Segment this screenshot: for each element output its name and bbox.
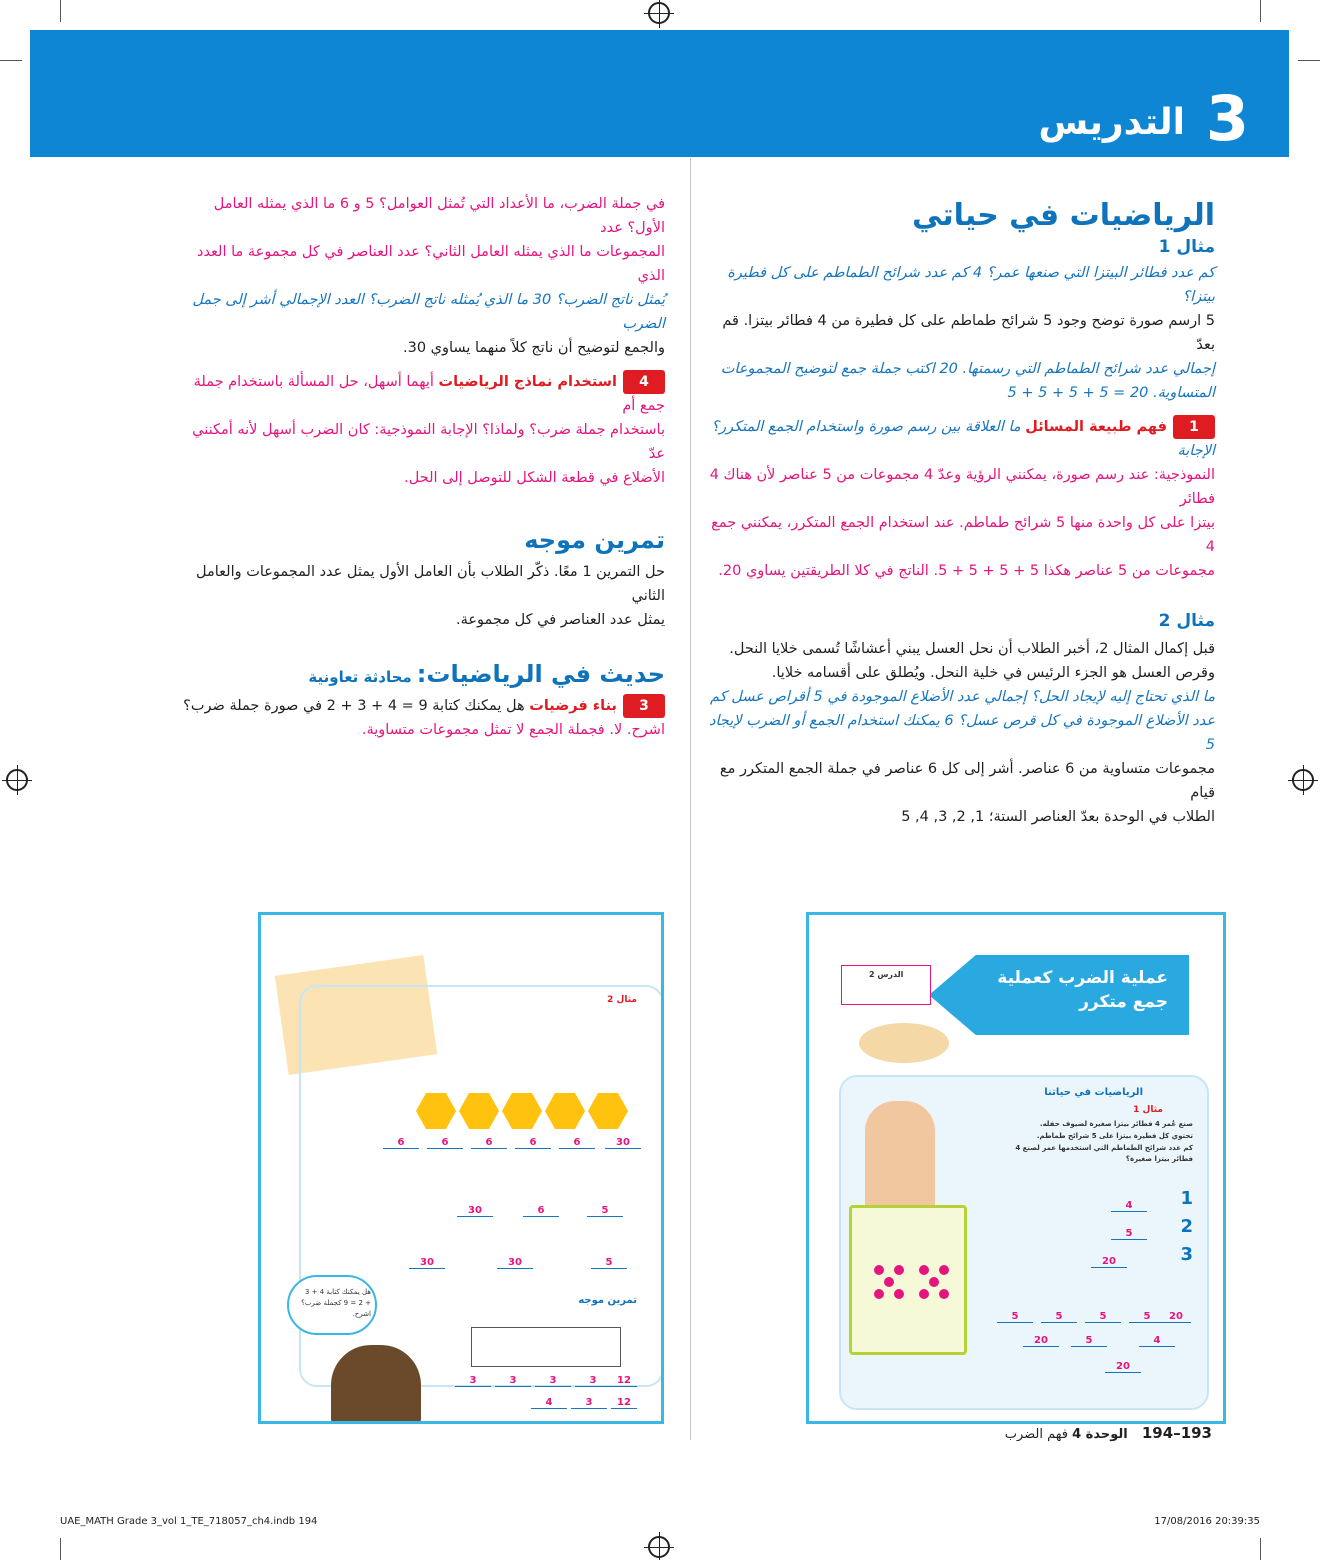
thumb-question: صنع عُمر 4 فطائر بيتزا صغيرة لضيوف حفله. [1039,1120,1193,1128]
row1-blank: 12 [611,1375,637,1387]
math-talk-heading: حديث في الرياضيات: [416,660,665,688]
example-2-line: الطلاب في الوحدة بعدّ العناصر الستة؛ 1, 2, 3, 4, 5 [901,809,1215,825]
tomato-dot [919,1289,929,1299]
tomato-dot [919,1265,929,1275]
answer-blank: 4 [1111,1200,1147,1212]
lesson-banner [30,30,1289,157]
hex-blank: 6 [515,1137,551,1149]
factor-blank: 5 [587,1205,623,1217]
row2-blank: 3 [571,1397,607,1409]
step-number: 3 [1180,1244,1193,1265]
row2-blank: 4 [531,1397,567,1409]
right-column [705,198,1215,829]
answer-blank: 5 [1111,1228,1147,1240]
equation-blank: 20 [1161,1311,1191,1323]
thumb-example-title: مثال 1 [1133,1105,1163,1115]
hex-blank: 6 [427,1137,463,1149]
crop-mark [60,1538,61,1560]
guided-line: حل التمرين 1 معًا. ذكّر الطلاب بأن العامل الأول يمثل عدد المجموعات والعامل الثاني [195,564,665,604]
example-1-question: كم عدد فطائر البيتزا التي صنعها عمر؟ 4 كم عدد شرائح الطماطم على كل فطيرة بيتزا؟ [727,265,1215,305]
practice-question: أيهما أسهل، حل المسألة باستخدام جملة جمع أم [193,374,665,414]
example-1-title: مثال 1 [1158,237,1215,257]
example-1-line: إجمالي عدد شرائح الطماطم التي رسمتها. 20 اكتب جملة جمع لتوضيح المجموعات [720,361,1215,377]
student-page-thumbnail-left [258,912,664,1424]
practice-answer: باستخدام جملة ضرب؟ ولماذا؟ الإجابة النموذجية: كان الضرب أسهل لأنه أمكنني عدّ [192,422,665,462]
example-2-line: مجموعات متساوية من 6 عناصر. أشر إلى كل 6 عناصر في جملة الجمع المتكرر مع قيام [719,761,1215,801]
thumb-question: كم عدد شرائح الطماطم التي استخدمها عمر لصنع 4 فطائر بيتزا صغيرة؟ [1015,1144,1193,1163]
example-1-line: المتساوية. 20 = 5 + 5 + 5 + 5 [1007,385,1215,401]
final-answer-blank: 20 [1105,1361,1141,1373]
row1-blank: 3 [455,1375,491,1387]
practice-answer: الأضلاع في قطعة الشكل للتوصل إلى الحل. [404,470,665,486]
equation-blank: 5 [1085,1311,1121,1323]
teaching-line: يُمثل ناتج الضرب؟ 30 ما الذي يُمثله ناتج الضرب؟ العدد الإجمالي أشر إلى جمل الضرب [192,292,665,332]
hex-blank: 30 [605,1137,641,1149]
row1-blank: 3 [535,1375,571,1387]
practice-question: ما العلاقة بين رسم صورة واستخدام الجمع المتكرر؟ الإجابة [711,419,1215,459]
thumb-title: جمع متكرر [1079,992,1168,1012]
tomato-dot [894,1289,904,1299]
practice-label: استخدام نماذج الرياضيات [438,374,617,390]
equation-blank: 5 [997,1311,1033,1323]
practice-answer: بيتزا على كل واحدة منها 5 شرائح طماطم. عند استخدام الجمع المتكرر، يمكنني جمع 4 [711,515,1215,555]
unit-name: فهم الضرب [1004,1427,1068,1442]
pizza-image [859,1023,949,1063]
step-number: 2 [1180,1216,1193,1237]
print-file-info: UAE_MATH Grade 3_vol 1_TE_718057_ch4.indb 194 [60,1516,318,1527]
hex-blank: 6 [383,1137,419,1149]
registration-mark-icon [648,1536,670,1558]
crop-mark [1298,60,1320,61]
thumb-title: عملية الضرب كعملية [997,968,1168,988]
practice-answer: مجموعات من 5 عناصر هكذا 5 + 5 + 5 + 5. الناتج في كلا الطريقتين يساوي 20. [718,563,1215,579]
banner-number: 3 [1205,82,1249,155]
crop-mark [0,60,22,61]
thumb-question: تحتوي كل فطيرة بيتزا على 5 شرائح طماطم. [1036,1132,1193,1140]
math-talk-subtitle: محادثة تعاونية [308,668,412,686]
result-blank: 30 [409,1257,445,1269]
guided-line: يمثل عدد العناصر في كل مجموعة. [455,612,665,628]
registration-mark-icon [1292,769,1314,791]
badge-3: 3 [623,694,665,718]
hex-blank: 6 [559,1137,595,1149]
bear-image [331,1345,421,1424]
row1-blank: 3 [575,1375,611,1387]
page-range: 193–194 [1141,1424,1212,1442]
practice-answer: النموذجية: عند رسم صورة، يمكنني الرؤية وعدّ 4 مجموعات من 5 عناصر لأن هناك 4 فطائر [709,467,1215,507]
example-2-line: ما الذي تحتاج إليه لإيجاد الحل؟ إجمالي عدد الأضلاع الموجودة في 5 أقراص عسل كم [710,689,1215,705]
print-date: 17/08/2016 20:39:35 [1154,1516,1260,1527]
column-divider [690,158,691,1440]
multiply-blank: 4 [1139,1335,1175,1347]
tomato-dot [939,1265,949,1275]
result-blank: 5 [591,1257,627,1269]
student-page-thumbnail-right [806,912,1226,1424]
registration-mark-icon [648,2,670,24]
speech-bubble-text: هل يمكنك كتابة 4 + 3 + 2 = 9 كجملة ضرب؟ اشرح. [301,1288,371,1318]
teaching-line: المجموعات ما الذي يمثله العامل الثاني؟ عدد العناصر في كل مجموعة ما العدد الذي [196,244,665,284]
lesson-box-label: الدرس 2 [869,970,904,979]
answer-blank: 20 [1091,1256,1127,1268]
unit-label: الوحدة 4 [1072,1427,1128,1442]
row1-blank: 3 [495,1375,531,1387]
tomato-dot [929,1277,939,1287]
thumb-guided-heading: تمرين موجه [578,1295,637,1306]
example-2-title: مثال 2 [1158,611,1215,631]
boy-image [865,1101,935,1211]
row2-blank: 12 [611,1397,637,1409]
pizza-drawing [849,1205,967,1355]
equation-blank: 5 [1041,1311,1077,1323]
tomato-dot [884,1277,894,1287]
multiply-blank: 5 [1071,1335,1107,1347]
practice-label: فهم طبيعة المسائل [1025,419,1167,435]
example-2-line: وقرص العسل هو الجزء الرئيس في خلية النحل. ويُطلق على أقسامه خلايا. [771,665,1215,681]
example-1-line: 5 ارسم صورة توضح وجود 5 شرائح طماطم على كل فطيرة من 4 فطائر بيتزا. قم بعدّ [722,313,1215,353]
left-column [175,192,665,742]
factor-blank: 6 [523,1205,559,1217]
badge-4: 4 [623,370,665,394]
product-blank: 30 [457,1205,493,1217]
result-blank: 30 [497,1257,533,1269]
tomato-dot [939,1289,949,1299]
hex-blank: 6 [471,1137,507,1149]
badge-1: 1 [1173,415,1215,439]
teaching-line: في جملة الضرب، ما الأعداد التي تُمثل العوامل؟ 5 و 6 ما الذي يمثله العامل الأول؟ عدد [213,196,665,236]
crop-mark [1260,0,1261,22]
thumb-example-title: مثال 2 [607,995,637,1005]
equation-blank: 5 [1129,1311,1165,1323]
page-number [1005,1424,1212,1442]
practice-question: هل يمكنك كتابة 9 = 4 + 3 + 2 في صورة جملة ضرب؟ [183,698,525,714]
crop-mark [60,0,61,22]
section-heading: الرياضيات في حياتي [911,198,1215,233]
thumb-life-heading: الرياضيات في حياتنا [1044,1087,1143,1098]
guided-practice-heading: تمرين موجه [524,526,665,554]
crop-mark [1260,1538,1261,1560]
teaching-line: والجمع لتوضيح أن ناتج كلاً منهما يساوي 30. [402,340,665,356]
registration-mark-icon [6,769,28,791]
practice-answer: اشرح. لا. فجملة الجمع لا تمثل مجموعات متساوية. [361,722,665,738]
practice-label: بناء فرضيات [529,698,617,714]
tomato-dot [874,1289,884,1299]
tomato-dot [874,1265,884,1275]
tomato-dot [894,1265,904,1275]
example-2-line: قبل إكمال المثال 2، أخبر الطلاب أن نحل العسل يبني أعشاشًا تُسمى خلايا النحل. [729,641,1215,657]
bees-grid [471,1327,621,1367]
multiply-blank: 20 [1023,1335,1059,1347]
banner-title: التدريس [1038,102,1185,143]
example-2-line: عدد الأضلاع الموجودة في كل قرص عسل؟ 6 يمكنك استخدام الجمع أو الضرب لإيجاد 5 [709,713,1215,753]
step-number: 1 [1180,1188,1193,1209]
